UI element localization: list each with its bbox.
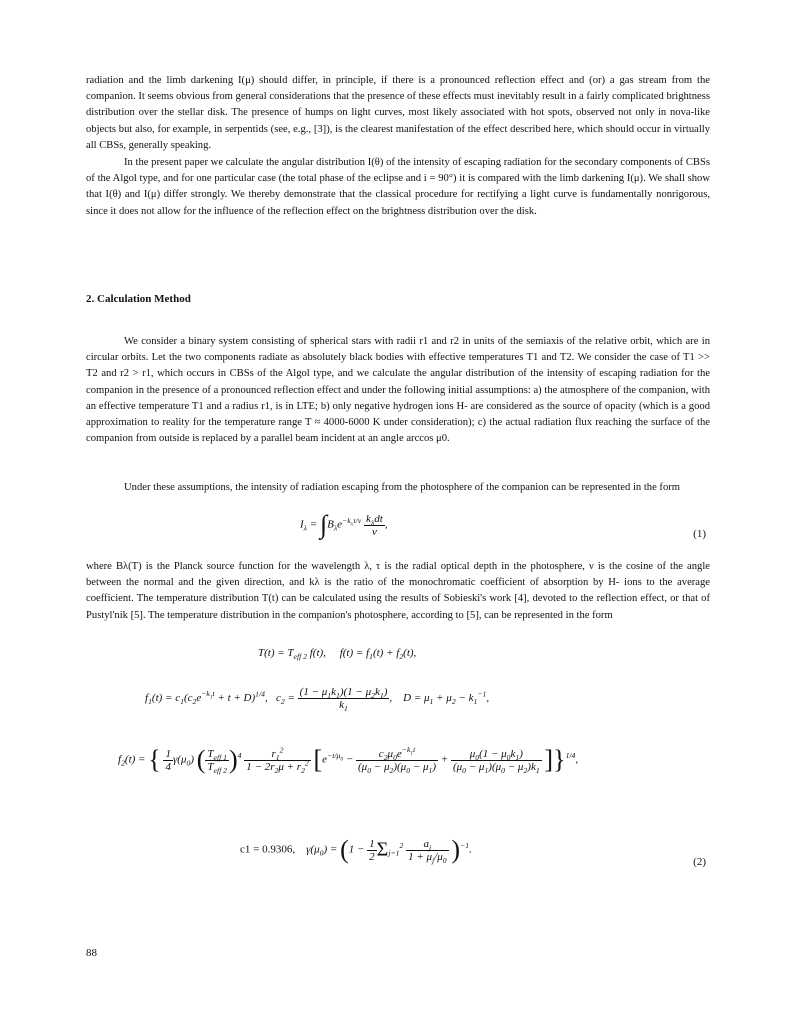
page-number: 88 [86,947,97,959]
equation-1-number: (1) [693,528,706,540]
paragraph-present-paper: In the present paper we calculate the angular distribution I(θ) of the intensity of escaping radiation for the secondary components of CBSs of the Algol type, and for one particular case (the total phase of the eclipse and i = 90°) it is compared with the limb darkening I(μ). We shall show that I(θ) and I(μ) differ strongly. We thereby demonstrate that the classical procedure for rectifying a light curve is fundamentally nonrigorous, since it does not allow for the influence of the reflection effect on the brightness distribution over the disk. [86,157,710,217]
equation-f2: $f_2(t)$ = { $\frac{1}{4}$ $\gamma(\mu_0)$ ( $\frac{T_{eff 1}}{T_{eff 2}}$ )$^4$ $\frac{r_1^2}{1 - 2r_2\mu + r_2^2}$ [$e^{-t/\mu_0}$ − $\frac{c_2\mu_0e^{-k_1t}}{(\mu_0 - \mu_2)(\mu_0 - \mu_1)}$ + $\frac{\mu_0(1 - \mu_0k_1)}{(\mu_0 - \mu_1)(\mu_0 - \mu_2)k_1}$ ]}$^{1/4}$, [118,744,579,775]
section-heading: 2. Calculation Method [86,293,191,305]
paragraph-planck: where Bλ(T) is the Planck source function for the wavelength λ, τ is the radial optical depth in the photosphere, ν is the cosine of the angle between the normal and the given direction, and kλ is the ratio of the monochromatic coefficient of absorption by H- ions to the average coefficient. The temperature distribution T(t) can be calculated using the results of Sobieski's work [4], devoted to the reflection effect, or that of Pustyl'nik [5]. The temperature distribution in the companion's photosphere, according to [5], can be represented in the form [86,561,710,621]
paragraph-assumptions: Under these assumptions, the intensity of radiation escaping from the photosphere of the companion can be represented in the form [124,482,681,493]
paragraph-continuation: radiation and the limb darkening I(μ) should differ, in principle, if there is a pronounced reflection effect and (or) a gas stream from the companion. It seems obvious from general considerations that the presence of these effects must inevitably result in a fairly complicated brightness distribution over the stellar disk. The presence of humps on light curves, most likely associated with hot spots, observed not only in nova-like objects but also, for example, in serpentids (see, e.g., [3]), is the clearest manifestation of the effect described here, which should occur in virtually all CBSs, generally speaking. [86,75,710,151]
equation-temperature: $T(t) = T_{eff 2}$ f(t), $f(t) = f_1(t) + f_2(t)$, [258,647,417,662]
equation-1: $I_\lambda = \int B_\lambda e^{-k_\lambda\tau/\nu}$ $\frac{k_\lambda dt}{\nu}$ , [300,510,388,539]
equation-f1: $f_1(t) = c_1(c_2e^{-k_1t} + t + D)^{1/4}$, $c_2$ = $\frac{(1 - \mu_1k_1)(1 - \mu_2k_1)}{k_1}$ , $D = \mu_1 + \mu_2 - k_1^{-1}$, [145,686,490,714]
equation-2-number: (2) [693,856,706,868]
paragraph-binary-system: We consider a binary system consisting of spherical stars with radii r1 and r2 in units of the semiaxis of the relative orbit, which are in circular orbits. Let the two components radiate as absolutely black bodies with effective temperatures T1 and T2. We consider the case of T1 >> T2 and r2 > r1, which occurs in CBSs of the Algol type, and we calculate the angular distribution of the intensity of escaping radiation for the companion in the presence of a pronounced reflection effect and under the following initial assumptions: a) the atmosphere of the companion, with an effective temperature T1 and a radius r1, is in LTE; b) only negative hydrogen ions H- are considered as the source of opacity (which is a good approximation to reality for the temperature range T ≈ 4000-6000 K under consideration); c) the actual radiation flux reaching the surface of the companion from outside is replaced by a parallel beam incident at an angle arccos μ0. [86,336,710,445]
c1-value: c1 = 0.9306, [240,843,296,856]
equation-c1-gamma: c1 = 0.9306, $\gamma(\mu_0) = (1$ − $\frac{1}{2}$ $\Sigma_{j=1}^2$ $\frac{a_j}{1 + \mu_j/\mu_0}$ )$^{-1}$. [240,835,472,865]
